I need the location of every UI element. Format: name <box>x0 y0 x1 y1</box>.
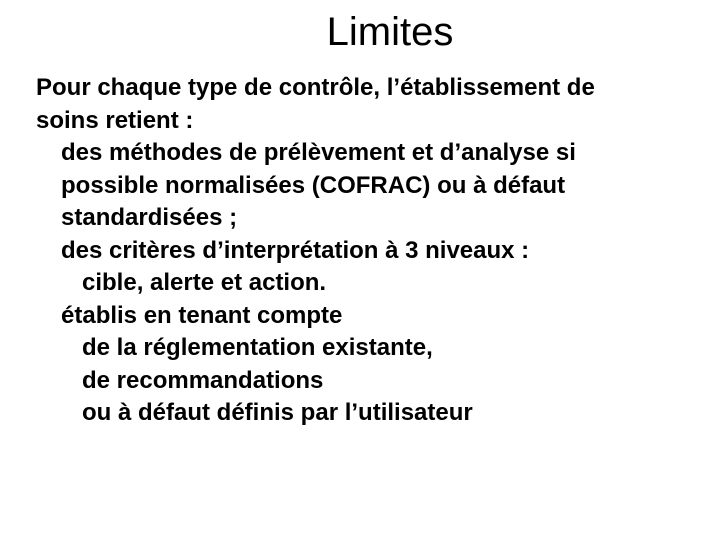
body-line: des critères d’interprétation à 3 niveaux : <box>61 236 530 264</box>
body-line: possible normalisées (COFRAC) ou à défaut <box>61 171 566 199</box>
body-line: des méthodes de prélèvement et d’analyse si <box>61 139 576 166</box>
body-line: de la réglementation existante, <box>82 334 433 361</box>
body-line: de recommandations <box>82 366 324 394</box>
slide-title: Limites <box>326 10 454 54</box>
body-line: standardisées ; <box>61 204 238 231</box>
body-line: cible, alerte et action. <box>82 269 327 296</box>
slide-body <box>36 72 706 430</box>
body-line: établis en tenant compte <box>61 301 343 329</box>
body-line: ou à défaut définis par l’utilisateur <box>82 399 473 426</box>
body-line: Pour chaque type de contrôle, l’établissement de <box>36 74 595 101</box>
body-line: soins retient : <box>36 106 194 134</box>
